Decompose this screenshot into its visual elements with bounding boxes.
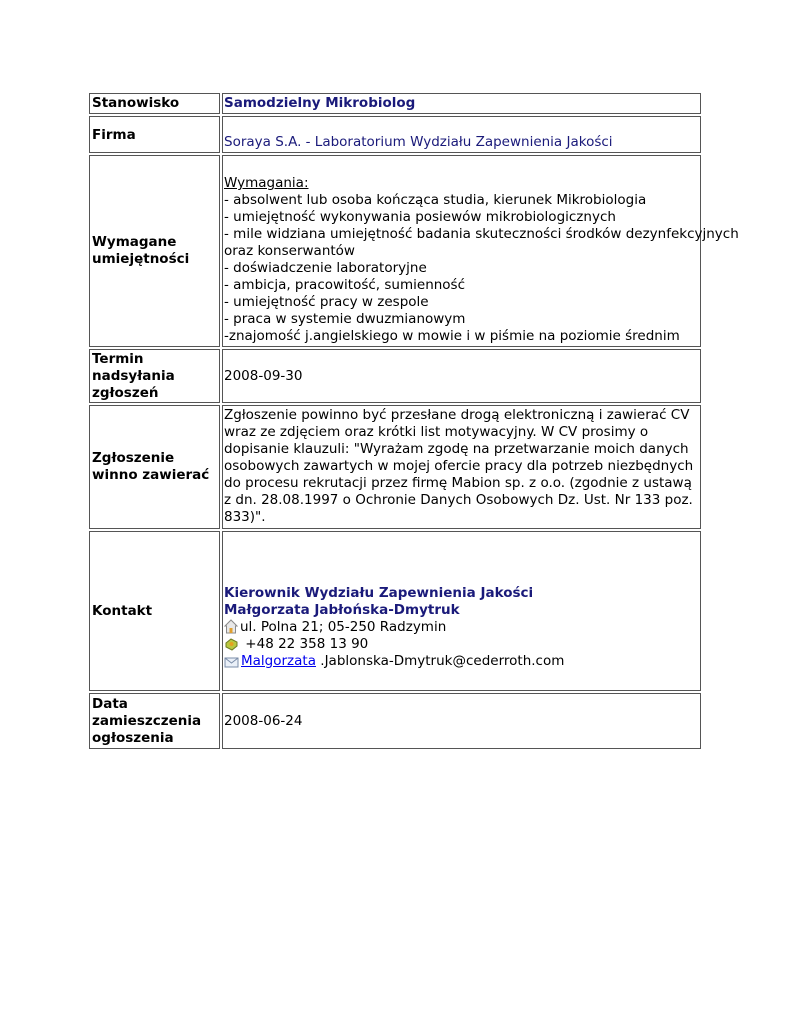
application-instructions: Zgłoszenie powinno być przesłane drogą elektroniczną i zawierać CV wraz ze zdjęciem oraz krótki list motywacyjny. W CV prosimy o dopisanie klauzuli: "Wyrażam zgodę na przetwarzanie moich danych osobowych zawartych w mojej ofercie pracy dla potrzeb niezbędnych do procesu rekrutacji przez firmę Mabion sp. z o.o. (zgodnie z ustawą z dn. 28.08.1997 o Ochronie Danych Osobowych Dz. Ust. Nr 133 poz. 833)". xyxy=(224,407,694,525)
row-stanowisko xyxy=(89,93,701,114)
requirement-item: - umiejętność wykonywania posiewów mikrobiologicznych xyxy=(224,209,616,225)
label-data: Data zamieszczenia ogłoszenia xyxy=(89,693,220,749)
label-termin: Termin nadsyłania zgłoszeń xyxy=(89,349,220,403)
posting-date: 2008-06-24 xyxy=(224,712,303,729)
value-firma xyxy=(222,116,701,153)
requirement-item: - umiejętność pracy w zespole xyxy=(224,294,429,310)
value-stanowisko xyxy=(222,93,701,114)
row-kontakt xyxy=(89,531,701,691)
label-kontakt: Kontakt xyxy=(89,531,220,691)
value-zgloszenie xyxy=(222,405,701,529)
home-icon xyxy=(224,619,238,634)
address-text: ul. Polna 21; 05-250 Radzymin xyxy=(240,619,447,635)
requirement-item: oraz konserwantów xyxy=(224,243,355,259)
row-zgloszenie xyxy=(89,405,701,529)
email-link[interactable]: Malgorzata xyxy=(241,653,316,669)
value-kontakt xyxy=(222,531,701,691)
phone-icon xyxy=(224,637,239,651)
row-data xyxy=(89,693,701,749)
label-stanowisko: Stanowisko xyxy=(89,93,220,114)
value-wymagane xyxy=(222,155,739,347)
value-data xyxy=(222,693,701,749)
position-title: Samodzielny Mikrobiolog xyxy=(224,95,416,111)
label-zgloszenie: Zgłoszenie winno zawierać xyxy=(89,405,220,529)
email-rest: .Jablonska-Dmytruk@cederroth.com xyxy=(315,653,565,669)
contact-phone xyxy=(224,636,700,653)
phone-text: +48 22 358 13 90 xyxy=(245,636,369,652)
contact-address xyxy=(224,619,700,636)
contact-email xyxy=(224,653,700,670)
email-icon xyxy=(224,656,239,668)
contact-title: Kierownik Wydziału Zapewnienia Jakości xyxy=(224,585,534,601)
requirement-item: - absolwent lub osoba kończąca studia, kierunek Mikrobiologia xyxy=(224,192,647,208)
value-termin xyxy=(222,349,701,403)
row-wymagane xyxy=(89,155,739,347)
requirement-item: - praca w systemie dwuzmianowym xyxy=(224,311,466,327)
requirement-item: - doświadczenie laboratoryjne xyxy=(224,260,427,276)
requirement-item: - ambicja, pracowitość, sumienność xyxy=(224,277,466,293)
label-firma: Firma xyxy=(89,116,220,153)
label-wymagane: Wymagane umiejętności xyxy=(89,155,220,347)
requirement-item: -znajomość j.angielskiego w mowie i w piśmie na poziomie średnim xyxy=(224,328,680,344)
company-name: Soraya S.A. - Laboratorium Wydziału Zapewnienia Jakości xyxy=(224,134,613,150)
requirement-item: - mile widziana umiejętność badania skuteczności środków dezynfekcyjnych xyxy=(224,226,739,242)
row-termin xyxy=(89,349,701,403)
requirements-heading: Wymagania: xyxy=(224,175,309,191)
contact-name: Małgorzata Jabłońska-Dmytruk xyxy=(224,602,460,618)
deadline-date: 2008-09-30 xyxy=(224,367,303,384)
row-firma xyxy=(89,116,701,153)
